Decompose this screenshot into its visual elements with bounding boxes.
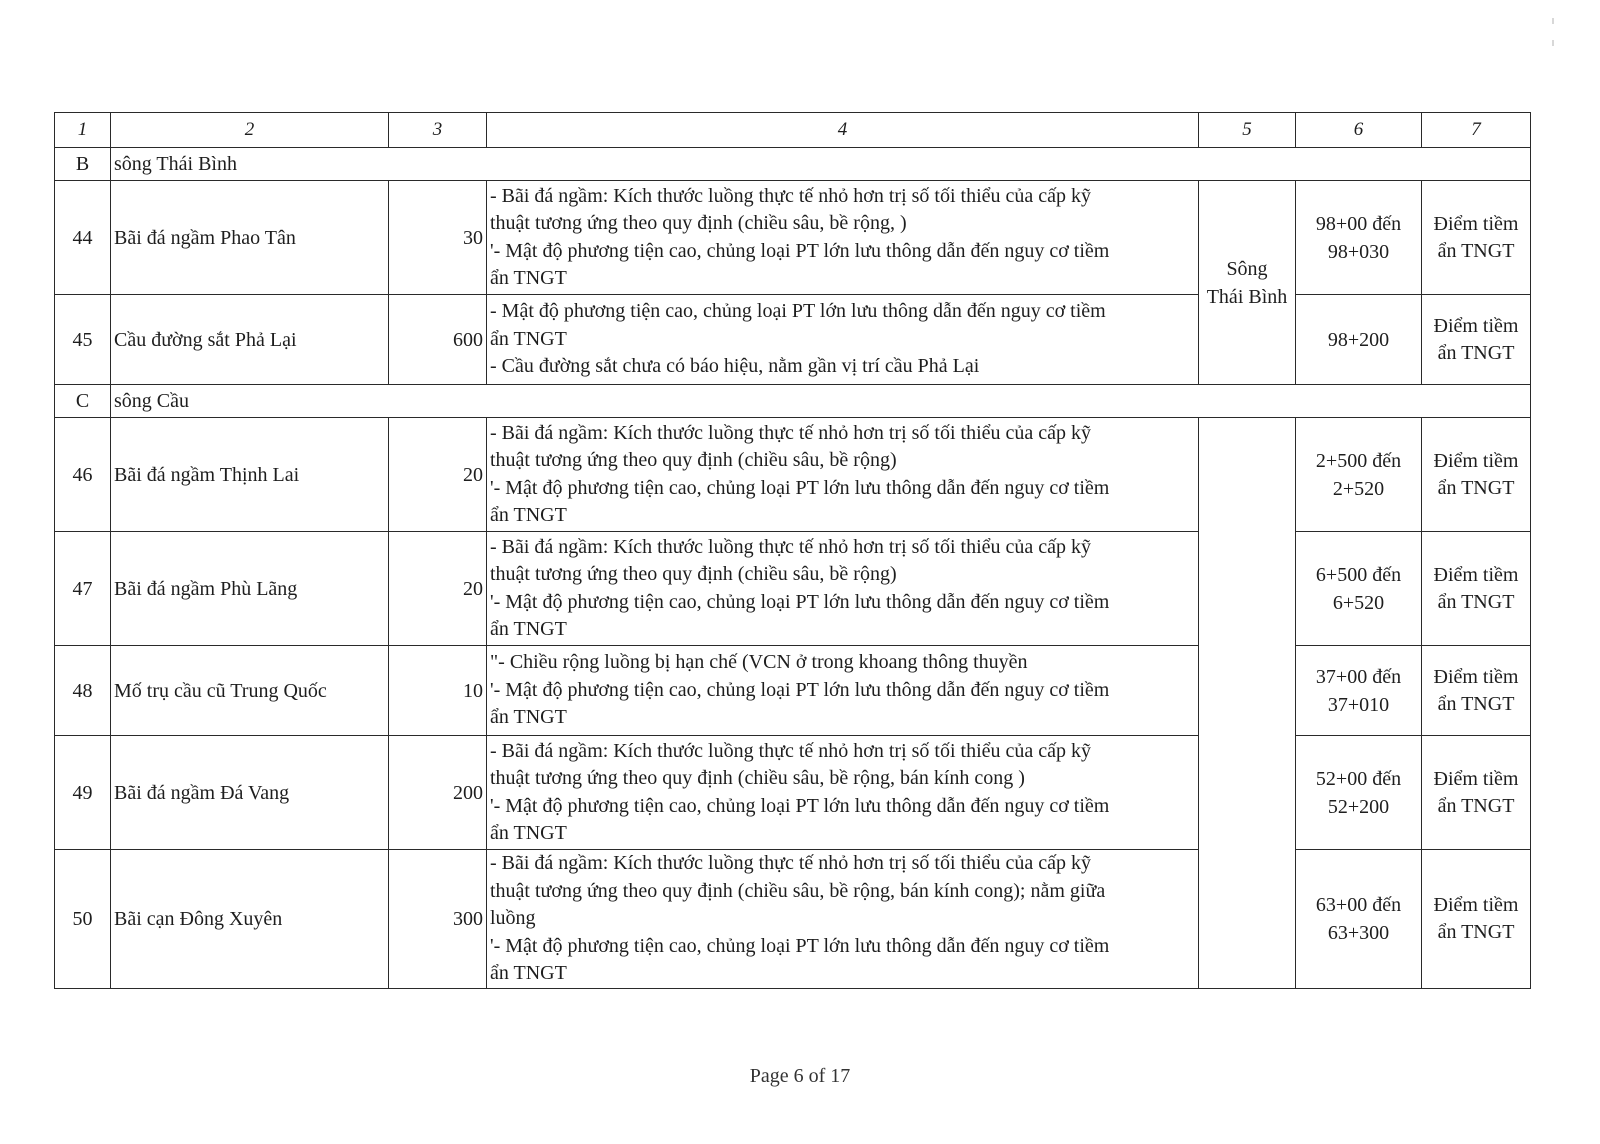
section-name: sông Cầu [111, 385, 1531, 418]
cell-line: - Bãi đá ngầm: Kích thước luồng thực tế nhỏ hơn trị số tối thiểu của cấp kỹ [490, 184, 1092, 207]
column-number: 5 [1199, 113, 1296, 148]
cell-line: '- Mật độ phương tiện cao, chủng loại PT lớn lưu thông dẫn đến nguy cơ tiềm [490, 794, 1110, 817]
table-row [55, 295, 1531, 385]
section-row [55, 148, 1531, 181]
cell-line: ẩn TNGT [490, 504, 567, 526]
river-name [1199, 418, 1296, 989]
column-number: 3 [389, 113, 487, 148]
cell-line: Điểm tiềm [1433, 314, 1519, 337]
cell-line: - Bãi đá ngầm: Kích thước luồng thực tế nhỏ hơn trị số tối thiểu của cấp kỹ [490, 852, 1092, 874]
table-row [55, 418, 1531, 532]
cell-line: luồng [490, 907, 536, 929]
cell-line: 2+500 đến [1315, 449, 1402, 472]
length-value: 20 [389, 418, 487, 532]
cell-line: 2+520 [1332, 477, 1385, 500]
hazard-description [487, 850, 1199, 989]
cell-line: ẩn TNGT [1437, 476, 1515, 499]
risk-class [1422, 850, 1531, 989]
hazard-description [487, 418, 1199, 532]
column-number: 6 [1296, 113, 1422, 148]
location-name: Bãi đá ngầm Phao Tân [111, 181, 389, 295]
column-number: 2 [111, 113, 389, 148]
cell-line: Điểm tiềm [1433, 893, 1519, 916]
length-value: 600 [389, 295, 487, 385]
chainage [1296, 181, 1422, 295]
cell-line: 98+030 [1327, 240, 1390, 263]
cell-line: '- Mật độ phương tiện cao, chủng loại PT lớn lưu thông dẫn đến nguy cơ tiềm [490, 590, 1110, 613]
cell-line: - Cầu đường sắt chưa có báo hiệu, nằm gần vị trí cầu Phả Lại [490, 355, 980, 378]
cell-line: ẩn TNGT [1437, 920, 1515, 943]
cell-line: ẩn TNGT [490, 822, 567, 844]
cell-line: ẩn TNGT [1437, 341, 1515, 364]
location-name: Bãi đá ngầm Phù Lãng [111, 532, 389, 646]
cell-line: Điểm tiềm [1433, 212, 1519, 235]
cell-line: thuật tương ứng theo quy định (chiều sâu, bề rộng, bán kính cong ) [490, 767, 1025, 789]
cell-line: - Bãi đá ngầm: Kích thước luồng thực tế nhỏ hơn trị số tối thiểu của cấp kỹ [490, 421, 1092, 444]
cell-line: 63+00 đến [1315, 893, 1402, 916]
cell-line: thuật tương ứng theo quy định (chiều sâu, bề rộng, ) [490, 212, 907, 234]
risk-class [1422, 646, 1531, 736]
table-row [55, 181, 1531, 295]
length-value: 20 [389, 532, 487, 646]
cell-line: ẩn TNGT [490, 706, 567, 729]
cell-line: Thái Bình [1206, 285, 1288, 308]
scan-mark [1552, 40, 1554, 46]
cell-line: 63+300 [1327, 921, 1390, 944]
length-value: 30 [389, 181, 487, 295]
column-number: 4 [487, 113, 1199, 148]
cell-line: thuật tương ứng theo quy định (chiều sâu, bề rộng) [490, 449, 897, 471]
row-number: 48 [55, 646, 111, 736]
chainage [1296, 532, 1422, 646]
cell-line: "- Chiều rộng luồng bị hạn chế (VCN ở trong khoang thông thuyền [490, 651, 1028, 674]
section-name: sông Thái Bình [111, 148, 1531, 181]
location-name: Bãi cạn Đông Xuyên [111, 850, 389, 989]
hazard-description [487, 646, 1199, 736]
cell-line: Sông [1226, 257, 1268, 280]
cell-line: Điểm tiềm [1433, 563, 1519, 586]
cell-line: Điểm tiềm [1433, 665, 1519, 688]
cell-line: ẩn TNGT [490, 267, 567, 289]
section-code: C [55, 385, 111, 418]
row-number: 45 [55, 295, 111, 385]
cell-line: thuật tương ứng theo quy định (chiều sâu, bề rộng, bán kính cong); nằm giữa [490, 879, 1106, 902]
cell-line: '- Mật độ phương tiện cao, chủng loại PT lớn lưu thông dẫn đến nguy cơ tiềm [490, 476, 1110, 499]
cell-line: '- Mật độ phương tiện cao, chủng loại PT lớn lưu thông dẫn đến nguy cơ tiềm [490, 239, 1110, 262]
location-name: Bãi đá ngầm Đá Vang [111, 736, 389, 850]
length-value: 10 [389, 646, 487, 736]
cell-line: ẩn TNGT [1437, 239, 1515, 262]
cell-line: - Mật độ phương tiện cao, chủng loại PT lớn lưu thông dẫn đến nguy cơ tiềm [490, 300, 1106, 323]
cell-line: ẩn TNGT [1437, 590, 1515, 613]
row-number: 46 [55, 418, 111, 532]
location-name: Cầu đường sắt Phả Lại [111, 295, 389, 385]
column-number: 1 [55, 113, 111, 148]
cell-line: ẩn TNGT [1437, 692, 1515, 715]
row-number: 47 [55, 532, 111, 646]
cell-line: - Bãi đá ngầm: Kích thước luồng thực tế nhỏ hơn trị số tối thiểu của cấp kỹ [490, 739, 1092, 762]
cell-line: 52+00 đến [1315, 767, 1402, 790]
length-value: 300 [389, 850, 487, 989]
cell-line: '- Mật độ phương tiện cao, chủng loại PT lớn lưu thông dẫn đến nguy cơ tiềm [490, 934, 1110, 957]
cell-line: 98+00 đến [1315, 212, 1402, 235]
table-row [55, 736, 1531, 850]
risk-class [1422, 418, 1531, 532]
hazard-description [487, 295, 1199, 385]
cell-line: 52+200 [1327, 795, 1390, 818]
cell-line: 98+200 [1327, 328, 1390, 351]
location-name: Mố trụ cầu cũ Trung Quốc [111, 646, 389, 736]
table-body [55, 148, 1531, 989]
hazard-description [487, 532, 1199, 646]
cell-line: - Bãi đá ngầm: Kích thước luồng thực tế nhỏ hơn trị số tối thiểu của cấp kỹ [490, 535, 1092, 558]
hazard-description [487, 736, 1199, 850]
cell-line: 37+010 [1327, 693, 1390, 716]
location-name: Bãi đá ngầm Thịnh Lai [111, 418, 389, 532]
chainage [1296, 850, 1422, 989]
table-row [55, 850, 1531, 989]
cell-line: Điểm tiềm [1433, 449, 1519, 472]
chainage [1296, 646, 1422, 736]
cell-line: thuật tương ứng theo quy định (chiều sâu, bề rộng) [490, 563, 897, 585]
row-number: 49 [55, 736, 111, 850]
table-row [55, 532, 1531, 646]
scan-mark [1552, 18, 1554, 24]
table-row [55, 646, 1531, 736]
cell-line: '- Mật độ phương tiện cao, chủng loại PT lớn lưu thông dẫn đến nguy cơ tiềm [490, 678, 1110, 701]
section-row [55, 385, 1531, 418]
cell-line: ẩn TNGT [1437, 794, 1515, 817]
chainage [1296, 295, 1422, 385]
hazard-points-table [54, 112, 1531, 989]
risk-class [1422, 532, 1531, 646]
risk-class [1422, 181, 1531, 295]
cell-line: ẩn TNGT [490, 962, 567, 984]
length-value: 200 [389, 736, 487, 850]
hazard-description [487, 181, 1199, 295]
column-number: 7 [1422, 113, 1531, 148]
row-number: 44 [55, 181, 111, 295]
river-name [1199, 181, 1296, 385]
column-number-row [55, 113, 1531, 148]
cell-line: Điểm tiềm [1433, 767, 1519, 790]
chainage [1296, 418, 1422, 532]
risk-class [1422, 736, 1531, 850]
chainage [1296, 736, 1422, 850]
section-code: B [55, 148, 111, 181]
page-number: Page 6 of 17 [749, 1065, 851, 1087]
cell-line: 6+520 [1332, 591, 1385, 614]
cell-line: 37+00 đến [1315, 665, 1402, 688]
cell-line: ẩn TNGT [490, 618, 567, 640]
cell-line: 6+500 đến [1315, 563, 1402, 586]
risk-class [1422, 295, 1531, 385]
cell-line: ẩn TNGT [490, 327, 567, 350]
row-number: 50 [55, 850, 111, 989]
